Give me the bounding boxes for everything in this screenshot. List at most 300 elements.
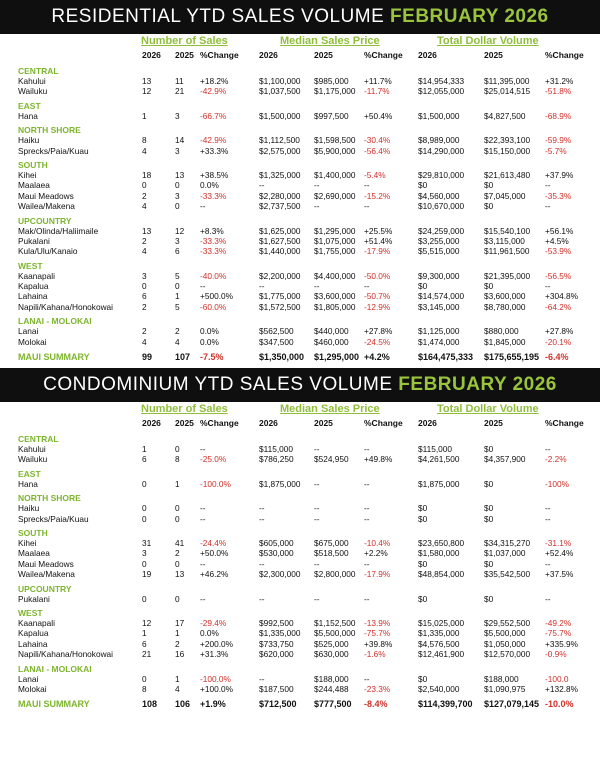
total-2025: $0 (484, 180, 494, 191)
total-2026: $1,875,000 (418, 478, 460, 489)
sales-2026: 0 (142, 478, 147, 489)
area-name: Hana (18, 110, 38, 121)
total-change: -- (545, 558, 551, 569)
summary-total-2026: $164,475,333 (418, 352, 474, 363)
sales-change: +8.3% (200, 225, 224, 236)
table-row (0, 146, 600, 156)
total-2025: $1,845,000 (484, 336, 526, 347)
group-header-total: Total Dollar Volume (437, 403, 539, 416)
sales-2026: 2 (142, 326, 147, 337)
column-header: 2025 (175, 50, 194, 60)
sales-2025: 11 (175, 76, 184, 86)
sales-change: -- (200, 201, 206, 212)
median-2026: $562,500 (259, 326, 294, 337)
median-2026: $1,625,000 (259, 225, 301, 236)
column-header: %Change (545, 418, 584, 429)
median-2026: $115,000 (259, 444, 293, 455)
median-2026: $1,875,000 (259, 478, 301, 489)
total-2026: $0 (418, 558, 428, 569)
sales-change: -33.3% (200, 246, 227, 257)
region-name: EAST (18, 468, 41, 479)
column-header: 2025 (175, 418, 194, 429)
sales-2026: 18 (142, 169, 152, 180)
sales-change: -- (200, 593, 206, 604)
table-row (0, 514, 600, 524)
median-2026: $1,775,000 (259, 291, 301, 302)
median-2026: $733,750 (259, 638, 294, 649)
sales-2026: 1 (142, 110, 147, 121)
median-2025: $630,000 (314, 649, 349, 660)
median-2026: $1,037,500 (259, 86, 301, 97)
median-change: -56.4% (364, 145, 391, 156)
table-row (0, 628, 600, 638)
table-row (0, 479, 600, 489)
median-2026: -- (259, 513, 265, 524)
median-change: -- (364, 478, 370, 489)
total-2025: $5,500,000 (484, 628, 526, 639)
median-change: +27.8% (364, 326, 393, 337)
median-change: -50.0% (364, 270, 391, 281)
median-2025: $1,152,500 (314, 617, 356, 628)
median-2025: -- (314, 478, 320, 489)
column-header: 2026 (259, 418, 278, 429)
total-2025: $0 (484, 503, 494, 514)
area-name: Pukalani (18, 593, 50, 604)
total-change: -- (545, 444, 551, 455)
median-2026: $187,500 (259, 683, 294, 694)
sales-2026: 8 (142, 683, 147, 694)
total-2025: $1,037,000 (484, 548, 526, 559)
area-name: Mak/Olinda/Haliimaile (18, 225, 99, 236)
total-change: -0.9% (545, 649, 567, 660)
sales-2025: 1 (175, 478, 180, 489)
column-header: %Change (200, 50, 239, 60)
column-header: 2025 (484, 418, 503, 429)
total-change: -20.1% (545, 336, 572, 347)
median-2025: -- (314, 201, 320, 212)
median-2025: $985,000 (314, 76, 349, 86)
total-change: +37.9% (545, 169, 574, 180)
median-change: -- (364, 281, 370, 292)
area-name: Wailea/Makena (18, 569, 75, 580)
group-header-sales: Number of Sales (141, 35, 228, 47)
sales-2025: 0 (175, 444, 180, 455)
sales-change: -33.3% (200, 190, 227, 201)
sales-2025: 16 (175, 649, 185, 660)
total-2026: $0 (418, 593, 428, 604)
median-2025: -- (314, 513, 320, 524)
median-change: -- (364, 558, 370, 569)
median-change: -- (364, 593, 370, 604)
sales-2026: 31 (142, 537, 152, 548)
sales-change: -60.0% (200, 301, 227, 312)
sales-2026: 3 (142, 548, 147, 559)
median-change: -- (364, 673, 370, 684)
median-2026: $1,440,000 (259, 246, 301, 257)
total-2025: $35,542,500 (484, 569, 531, 580)
sales-change: -66.7% (200, 110, 227, 121)
total-2025: $21,613,480 (484, 169, 531, 180)
total-2025: $1,050,000 (484, 638, 526, 649)
column-header: %Change (200, 418, 239, 429)
total-change: -- (545, 503, 551, 514)
summary-median-2025: $777,500 (314, 699, 352, 710)
median-2025: -- (314, 444, 320, 455)
total-change: +31.2% (545, 76, 574, 86)
table-row (0, 291, 600, 301)
total-2025: $34,315,270 (484, 537, 531, 548)
group-headers (0, 34, 600, 49)
column-header: %Change (545, 50, 584, 60)
total-2026: $12,055,000 (418, 86, 465, 97)
total-change: -100.0 (545, 673, 569, 684)
sales-2026: 1 (142, 444, 147, 455)
median-change: -30.4% (364, 135, 391, 146)
total-2025: $3,115,000 (484, 235, 525, 246)
region-header (0, 215, 600, 226)
table-row (0, 337, 600, 347)
sales-2025: 0 (175, 513, 180, 524)
table-row (0, 444, 600, 454)
total-change: -64.2% (545, 301, 572, 312)
sales-2025: 0 (175, 281, 180, 292)
table-row (0, 674, 600, 684)
table-row (0, 86, 600, 96)
summary-sales-2025: 107 (175, 352, 191, 363)
median-2026: -- (259, 673, 265, 684)
condominium-title: CONDOMINIUM YTD SALES VOLUME (43, 374, 393, 396)
sales-2025: 41 (175, 537, 185, 548)
median-change: +39.8% (364, 638, 393, 649)
summary-total-change: -6.4% (545, 352, 569, 363)
median-change: -5.4% (364, 169, 386, 180)
sales-change: -100.0% (200, 673, 231, 684)
total-change: -100% (545, 478, 569, 489)
sales-change: -29.4% (200, 617, 227, 628)
total-2025: $11,395,000 (484, 76, 530, 86)
total-2026: $23,650,800 (418, 537, 465, 548)
total-2026: $9,300,000 (418, 270, 460, 281)
region-name: UPCOUNTRY (18, 583, 72, 594)
median-2025: $244,488 (314, 683, 349, 694)
table-row (0, 170, 600, 180)
sales-2025: 4 (175, 683, 180, 694)
summary-total-2025: $175,655,195 (484, 352, 540, 363)
total-change: -49.2% (545, 617, 572, 628)
sales-change: -40.0% (200, 270, 227, 281)
total-2026: $115,000 (418, 444, 452, 455)
table-row (0, 639, 600, 649)
total-2025: $7,045,000 (484, 190, 526, 201)
median-2025: $1,075,000 (314, 235, 356, 246)
total-2025: $0 (484, 558, 494, 569)
sales-2025: 21 (175, 86, 185, 97)
median-change: +51.4% (364, 235, 393, 246)
area-name: Napili/Kahana/Honokowai (18, 301, 114, 312)
total-change: -- (545, 180, 551, 191)
region-header (0, 65, 600, 76)
total-change: -75.7% (545, 628, 572, 639)
median-change: +50.4% (364, 110, 393, 121)
median-2026: $1,572,500 (259, 301, 301, 312)
table-row (0, 226, 600, 236)
total-2026: $0 (418, 673, 428, 684)
area-name: Haiku (18, 503, 40, 514)
region-name: SOUTH (18, 159, 48, 170)
area-name: Lahaina (18, 291, 48, 302)
sales-2026: 2 (142, 301, 147, 312)
area-name: Lahaina (18, 638, 48, 649)
area-name: Molokai (18, 336, 47, 347)
region-name: NORTH SHORE (18, 125, 81, 136)
sales-2026: 6 (142, 638, 147, 649)
region-header (0, 492, 600, 503)
table-row (0, 135, 600, 145)
sales-change: -42.9% (200, 135, 227, 146)
area-name: Wailuku (18, 86, 48, 97)
total-2026: $14,290,000 (418, 145, 465, 156)
region-name: WEST (18, 260, 43, 271)
table-row (0, 454, 600, 464)
table-row (0, 569, 600, 579)
sales-2025: 3 (175, 145, 180, 156)
maui-summary-row (0, 350, 600, 364)
median-2026: -- (259, 593, 265, 604)
region-header (0, 663, 600, 674)
median-2025: $524,950 (314, 454, 349, 465)
median-change: -1.6% (364, 649, 386, 660)
sales-2025: 14 (175, 135, 185, 146)
median-change: +25.5% (364, 225, 393, 236)
region-name: EAST (18, 100, 41, 111)
total-change: +37.5% (545, 569, 574, 580)
sales-change: +200.0% (200, 638, 233, 649)
area-name: Lanai (18, 673, 39, 684)
total-2026: $1,500,000 (418, 110, 460, 121)
total-change: -- (545, 281, 551, 292)
sales-2026: 2 (142, 190, 147, 201)
total-change: -68.9% (545, 110, 572, 121)
area-name: Maalaea (18, 180, 50, 191)
total-2026: $12,461,900 (418, 649, 465, 660)
region-header (0, 159, 600, 170)
median-2026: $2,737,500 (259, 201, 301, 212)
sales-2025: 6 (175, 246, 180, 257)
sales-2025: 4 (175, 336, 180, 347)
median-change: +2.2% (364, 548, 388, 559)
area-name: Haiku (18, 135, 40, 146)
sales-2026: 13 (142, 225, 152, 236)
sales-change: 0.0% (200, 336, 219, 347)
area-name: Molokai (18, 683, 47, 694)
total-2026: $10,670,000 (418, 201, 465, 212)
table-row (0, 618, 600, 628)
total-2026: $48,854,000 (418, 569, 465, 580)
total-2025: $22,393,100 (484, 135, 531, 146)
median-2026: $2,200,000 (259, 270, 301, 281)
median-change: -- (364, 503, 370, 514)
median-2025: $3,600,000 (314, 291, 356, 302)
median-2025: $997,500 (314, 110, 349, 121)
area-name: Wailea/Makena (18, 201, 75, 212)
region-header (0, 583, 600, 594)
total-2025: $0 (484, 444, 494, 455)
summary-sales-2026: 99 (142, 352, 153, 363)
sales-change: +31.3% (200, 649, 229, 660)
region-name: CENTRAL (18, 66, 59, 76)
sales-2025: 3 (175, 190, 180, 201)
sales-2025: 2 (175, 548, 180, 559)
total-2026: $0 (418, 281, 428, 292)
total-2025: $11,961,500 (484, 246, 530, 257)
column-header: %Change (364, 418, 403, 429)
sales-2026: 3 (142, 270, 147, 281)
table-row (0, 548, 600, 558)
area-name: Wailuku (18, 454, 48, 465)
median-change: -13.9% (364, 617, 391, 628)
area-name: Sprecks/Paia/Kuau (18, 513, 89, 524)
median-2026: $530,000 (259, 548, 294, 559)
sales-change: +100.0% (200, 683, 233, 694)
median-2025: $2,690,000 (314, 190, 356, 201)
area-name: Maui Meadows (18, 558, 74, 569)
table-row (0, 326, 600, 336)
sales-change: +18.2% (200, 76, 229, 86)
summary-sales-change: +1.9% (200, 699, 226, 710)
region-header (0, 607, 600, 618)
group-header-median: Median Sales Price (280, 403, 380, 416)
total-2025: $4,827,500 (484, 110, 526, 121)
table-row (0, 271, 600, 281)
sales-change: +33.3% (200, 145, 229, 156)
sales-2025: 3 (175, 110, 180, 121)
region-header (0, 100, 600, 111)
table-row (0, 246, 600, 256)
median-2025: $1,295,000 (314, 225, 356, 236)
sales-2025: 2 (175, 638, 180, 649)
median-2025: $675,000 (314, 537, 349, 548)
median-2025: $1,400,000 (314, 169, 356, 180)
median-change: -23.3% (364, 683, 391, 694)
median-change: -- (364, 513, 370, 524)
region-name: UPCOUNTRY (18, 215, 72, 226)
total-change: +52.4% (545, 548, 574, 559)
total-change: -2.2% (545, 454, 567, 465)
median-change: +49.8% (364, 454, 393, 465)
median-change: -12.9% (364, 301, 391, 312)
column-header: 2025 (484, 50, 503, 60)
sales-2026: 4 (142, 246, 147, 257)
median-2026: $1,627,500 (259, 235, 301, 246)
median-2025: $4,400,000 (314, 270, 356, 281)
summary-total-2025: $127,079,145 (484, 699, 540, 710)
area-name: Maalaea (18, 548, 50, 559)
area-name: Lanai (18, 326, 39, 337)
residential-banner (0, 0, 600, 34)
sales-2026: 12 (142, 86, 152, 97)
median-2026: $1,112,500 (259, 135, 300, 146)
region-name: WEST (18, 607, 43, 618)
total-2025: $0 (484, 201, 494, 212)
median-2026: $786,250 (259, 454, 294, 465)
total-2025: $0 (484, 593, 494, 604)
area-name: Kapalua (18, 628, 49, 639)
region-name: SOUTH (18, 527, 48, 538)
sales-2026: 12 (142, 617, 152, 628)
total-change: -5.7% (545, 145, 567, 156)
total-2026: $14,954,333 (418, 76, 465, 86)
table-row (0, 503, 600, 513)
median-2025: $5,500,000 (314, 628, 356, 639)
table-row (0, 201, 600, 211)
sales-2025: 5 (175, 270, 180, 281)
region-header (0, 124, 600, 135)
area-name: Kaanapali (18, 270, 55, 281)
sales-2026: 0 (142, 503, 147, 514)
median-2025: -- (314, 503, 320, 514)
total-2026: $1,335,000 (418, 628, 460, 639)
area-name: Kaanapali (18, 617, 55, 628)
sales-2025: 0 (175, 558, 180, 569)
total-2025: $29,552,500 (484, 617, 531, 628)
total-change: -31.1% (545, 537, 572, 548)
sales-2025: 12 (175, 225, 185, 236)
area-name: Kihei (18, 169, 37, 180)
sales-2026: 0 (142, 593, 147, 604)
total-2025: $880,000 (484, 326, 519, 337)
total-2025: $15,540,100 (484, 225, 531, 236)
median-2025: -- (314, 593, 320, 604)
area-name: Kihei (18, 537, 37, 548)
table-row (0, 180, 600, 190)
area-name: Kahului (18, 76, 46, 86)
median-2025: $1,805,000 (314, 301, 356, 312)
group-header-median: Median Sales Price (280, 35, 380, 47)
summary-total-2026: $114,399,700 (418, 699, 473, 710)
residential-table (0, 34, 600, 364)
total-2025: $0 (484, 478, 494, 489)
column-header: %Change (364, 50, 403, 60)
median-2025: -- (314, 558, 320, 569)
median-2025: -- (314, 281, 320, 292)
median-change: -50.7% (364, 291, 391, 302)
total-change: -59.9% (545, 135, 572, 146)
total-2025: $0 (484, 281, 494, 292)
sales-2025: 13 (175, 169, 185, 180)
group-header-total: Total Dollar Volume (437, 35, 539, 47)
total-2025: $3,600,000 (484, 291, 526, 302)
median-change: -17.9% (364, 246, 391, 257)
sales-change: -- (200, 513, 206, 524)
sales-2025: 0 (175, 201, 180, 212)
sales-2025: 0 (175, 180, 180, 191)
condominium-table (0, 402, 600, 711)
total-change: -56.5% (545, 270, 572, 281)
sales-2026: 19 (142, 569, 152, 580)
median-2026: -- (259, 281, 265, 292)
median-change: -75.7% (364, 628, 391, 639)
area-name: Sprecks/Paia/Kuau (18, 145, 89, 156)
median-2026: -- (259, 558, 265, 569)
region-header (0, 468, 600, 479)
median-2026: $1,100,000 (259, 76, 301, 86)
sales-change: -25.0% (200, 454, 227, 465)
median-2026: $1,335,000 (259, 628, 301, 639)
sales-2025: 0 (175, 503, 180, 514)
total-2025: $188,000 (484, 673, 519, 684)
median-2025: $440,000 (314, 326, 349, 337)
area-name: Napili/Kahana/Honokowai (18, 649, 114, 660)
